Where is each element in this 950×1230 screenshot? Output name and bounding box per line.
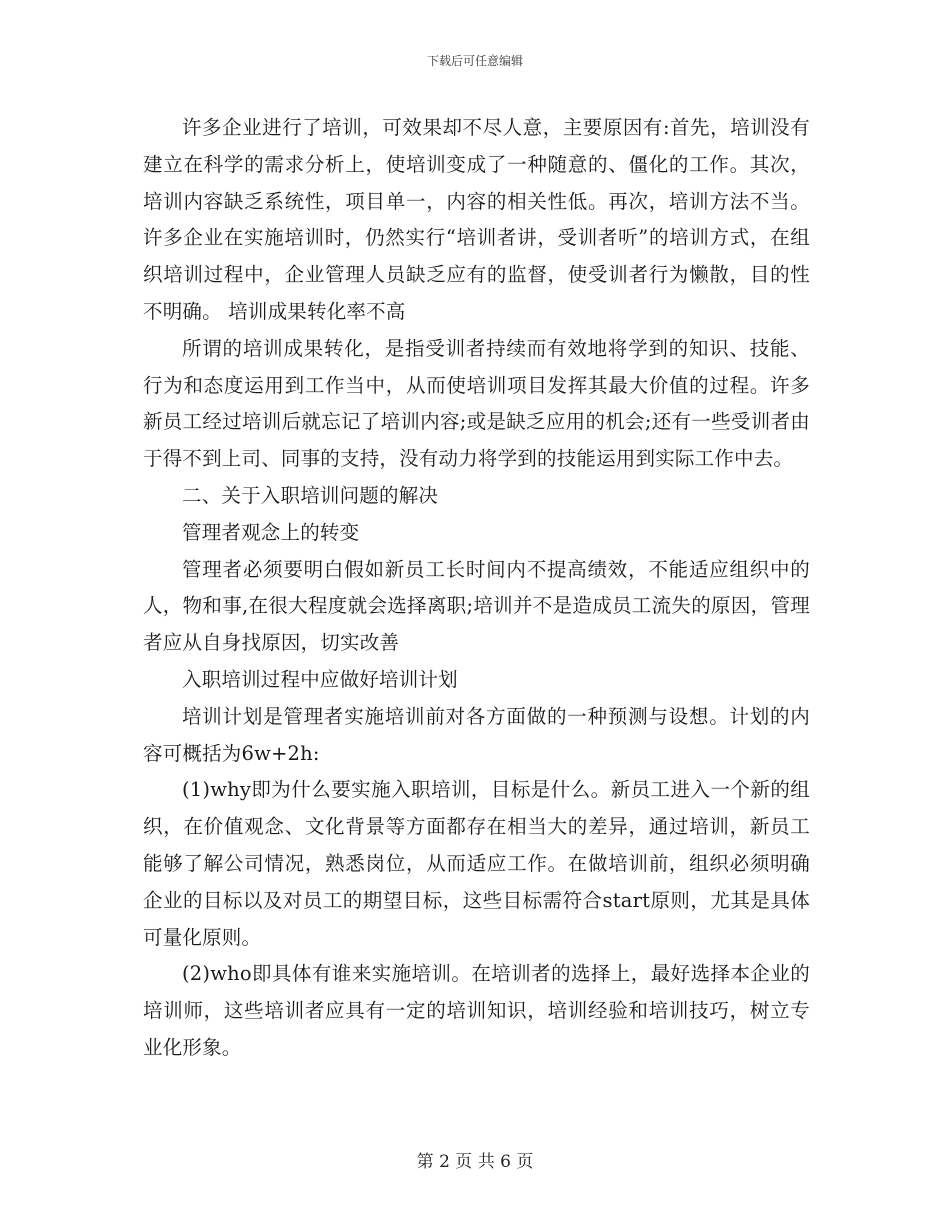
paragraph-who: (2)who即具体有谁来实施培训。在培训者的选择上，最好选择本企业的培训师，这些培训者应具有一定的培训知识，培训经验和培训技巧，树立专业化形象。	[143, 962, 810, 1059]
paragraph-why: (1)why即为什么要实施入职培训，目标是什么。新员工进入一个新的组织，在价值观念、文化背景等方面都存在相当大的差异，通过培训，新员工能够了解公司情况，熟悉岗位，从而适应工作。在做培训前，组织必须明确企业的目标以及对员工的期望目标，这些目标需符合start原则，尤其是具体可量化原则。	[143, 778, 810, 949]
page-number: 第 2 页 共 6 页	[416, 1152, 534, 1172]
section-heading-solutions: 二、关于入职培训问题的解决	[182, 483, 439, 507]
header-note: 下载后可任意编辑	[426, 54, 523, 68]
subheading-training-plan: 入职培训过程中应做好培训计划	[182, 667, 458, 691]
paragraph-training-problems: 许多企业进行了培训，可效果却不尽人意，主要原因有:首先，培训没有建立在科学的需求分析上，使培训变成了一种随意的、僵化的工作。其次，培训内容缺乏系统性，项目单一，内容的相关性低。再次，培训方法不当。许多企业在实施培训时，仍然实行“培训者讲，受训者听”的培训方式，在组织培训过程中，企业管理人员缺乏应有的监督，使受训者行为懒散，目的性不明确。 培训成果转化率不高	[143, 116, 810, 323]
document-body	[143, 110, 810, 1067]
subheading-manager-mindset: 管理者观念上的转变	[182, 520, 360, 544]
paragraph-training-plan: 培训计划是管理者实施培训前对各方面做的一种预测与设想。计划的内容可概括为6w+2h:	[143, 704, 810, 765]
paragraph-manager-mindset: 管理者必须要明白假如新员工长时间内不提高绩效，不能适应组织中的人，物和事,在很大程度就会选择离职;培训并不是造成员工流失的原因，管理者应从自身找原因，切实改善	[143, 557, 810, 655]
paragraph-training-transfer: 所谓的培训成果转化，是指受训者持续而有效地将学到的知识、技能、行为和态度运用到工作当中，从而使培训项目发挥其最大价值的过程。许多新员工经过培训后就忘记了培训内容;或是缺乏应用的机会;还有一些受训者由于得不到上司、同事的支持，没有动力将学到的技能运用到实际工作中去。	[143, 336, 810, 471]
